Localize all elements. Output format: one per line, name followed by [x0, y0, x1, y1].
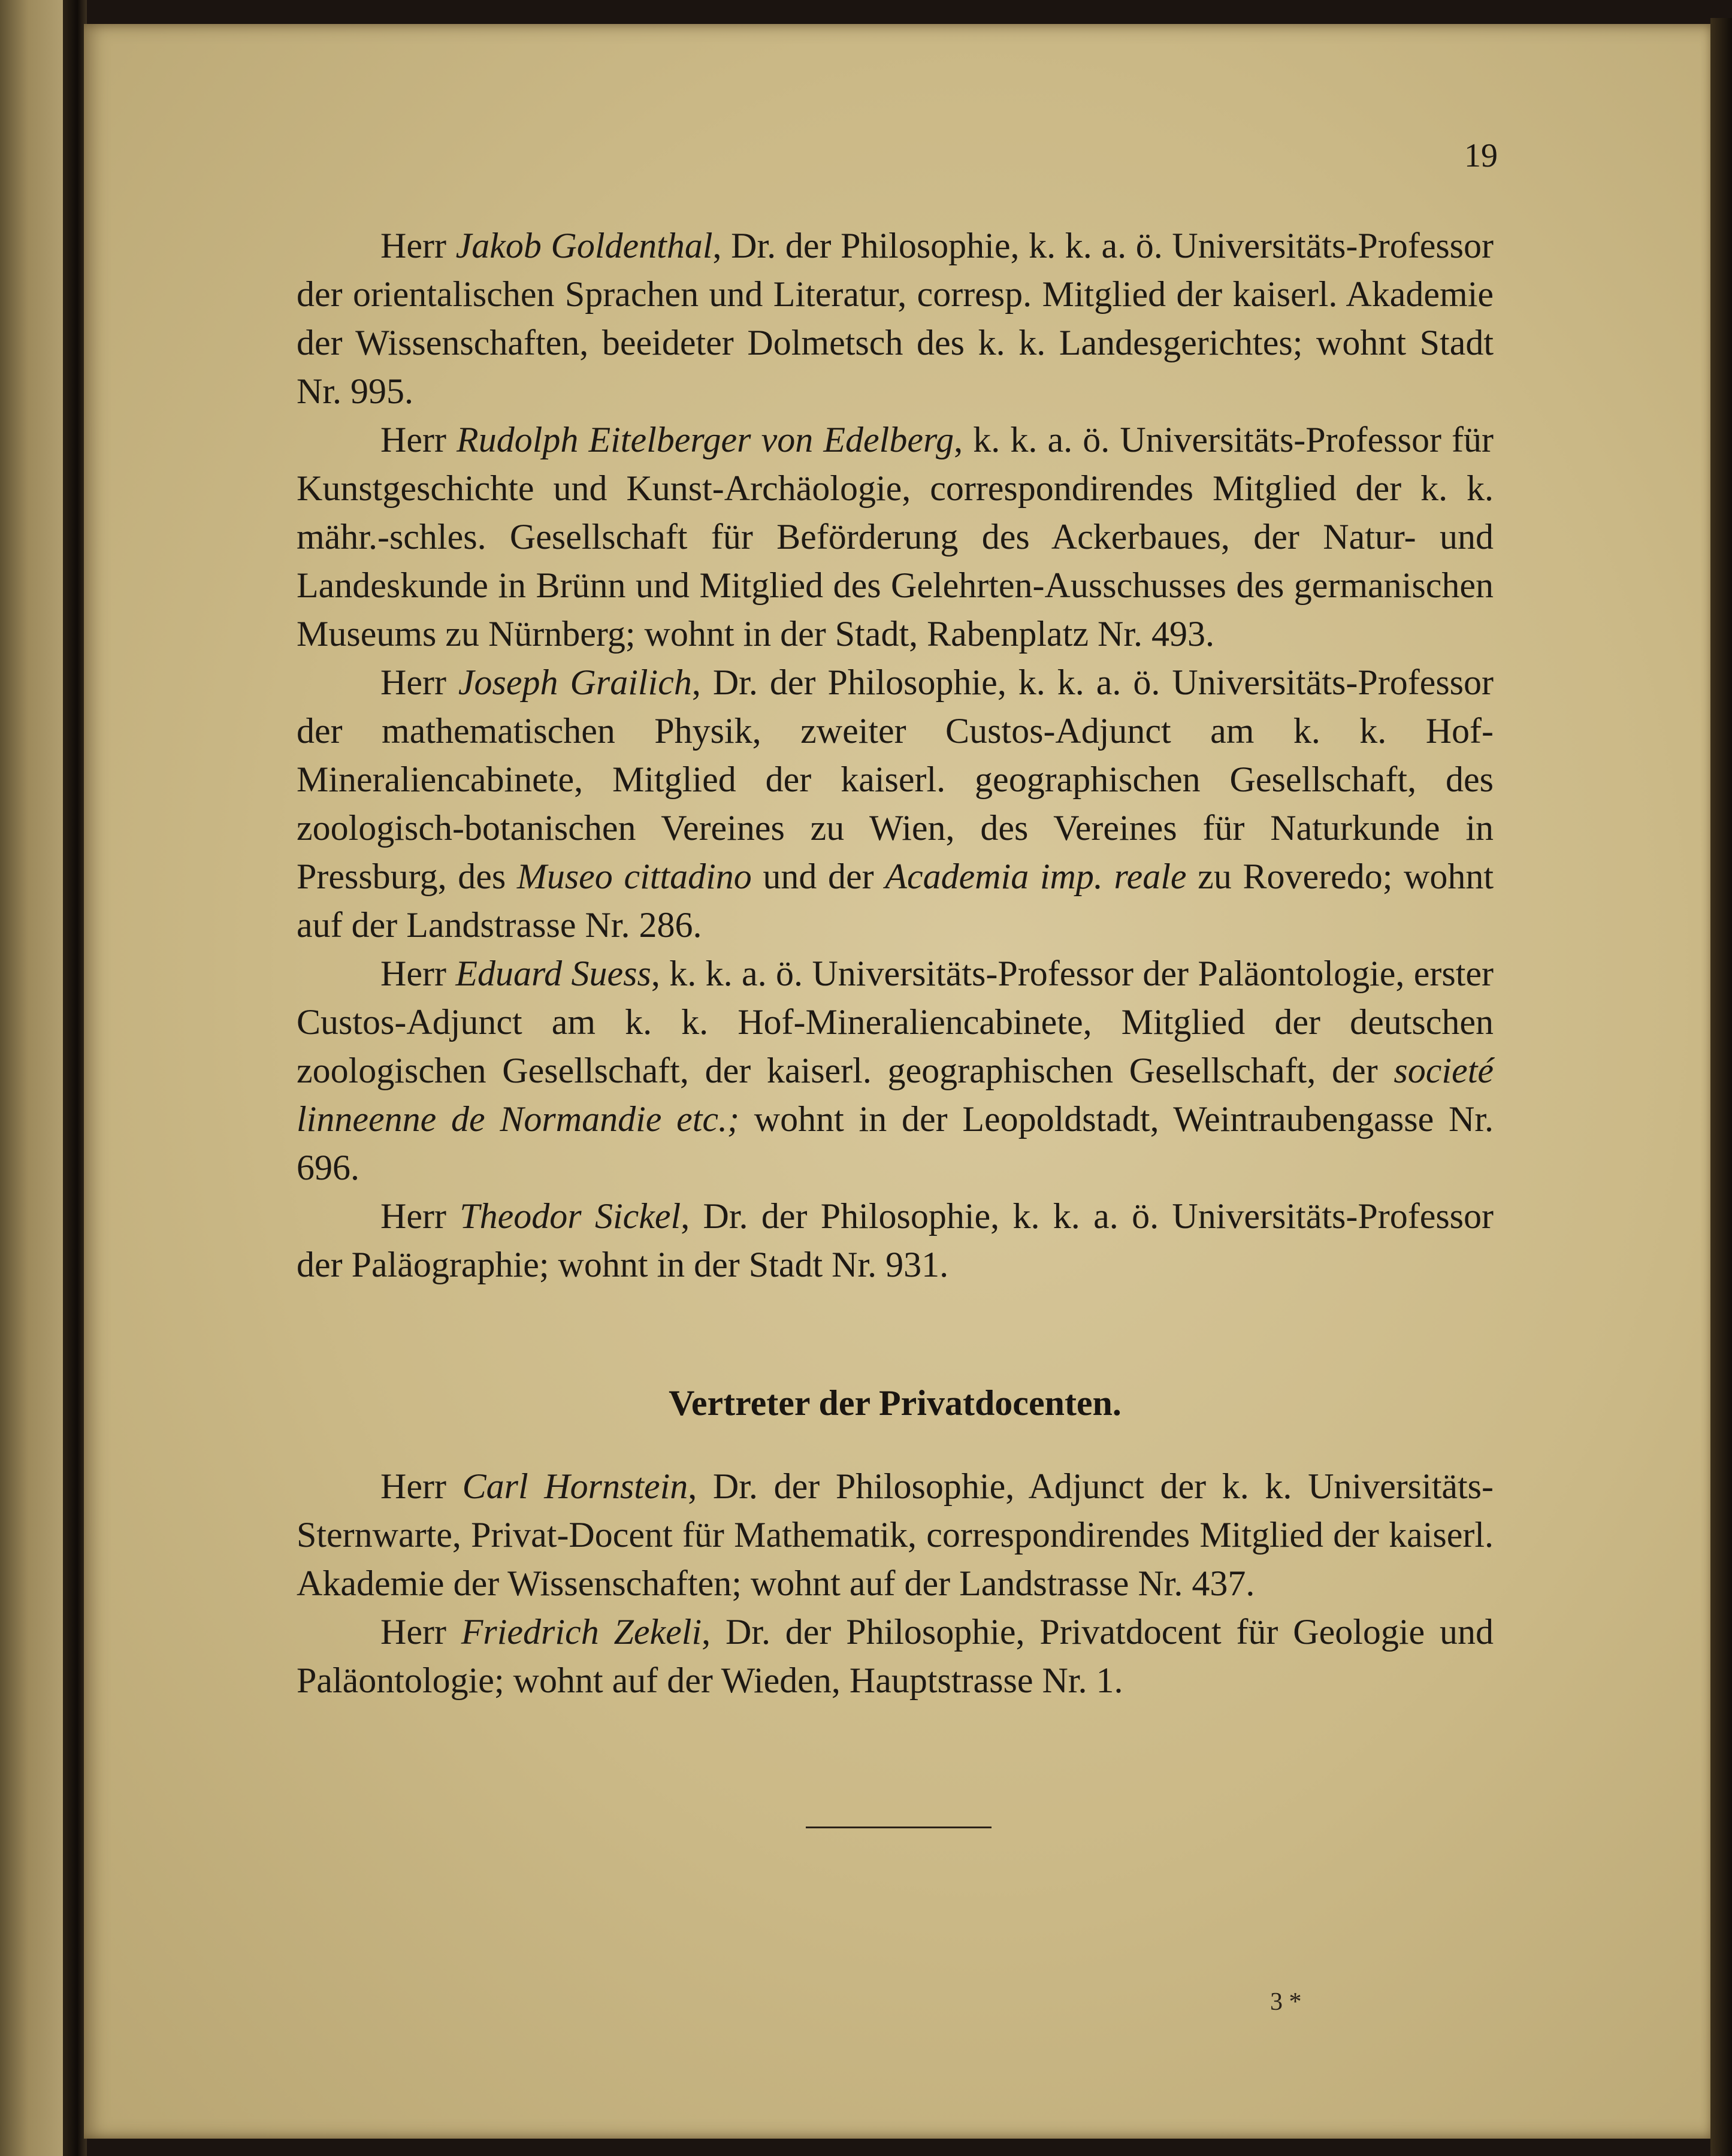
entry-text: , Dr. der Philosophie, k. k. a. ö. Universitäts-Professor der Paläographie; wohnt in der Stadt Nr. 931.	[297, 1196, 1494, 1284]
italic-institution: Museo cittadino	[516, 857, 752, 896]
section-heading: Vertreter der Privatdocenten.	[669, 1383, 1122, 1423]
entry-text: wohnt in der Leopoldstadt, Weintraubengasse Nr. 696.	[297, 1099, 1494, 1187]
italic-institution: Academia imp. reale	[885, 857, 1187, 896]
italic-institution: societé linneenne de Normandie etc.;	[297, 1051, 1494, 1139]
entry-text: , Dr. der Philosophie, k. k. a. ö. Universitäts-Professor der mathematischen Physik, zweiter Custos-Adjunct am k. k. Hof-Mineraliencabinete, Mitglied der kaiserl. geographischen Gesellschaft, des zoologisch-botanischen Vereines zu Wien, des Vereines für Naturkunde in Pressburg, des	[297, 663, 1494, 896]
entry-text: , Dr. der Philosophie, Adjunct der k. k. Universitäts-Sternwarte, Privat-Docent für Mathematik, correspondirendes Mitglied der kaiserl. Akademie der Wissenschaften; wohnt auf der Landstrasse Nr. 437.	[297, 1466, 1494, 1603]
entry-suess	[297, 950, 1494, 1192]
entry-prefix: Herr	[380, 663, 446, 702]
page-body	[297, 222, 1494, 1705]
entry-text: , Dr. der Philosophie, k. k. a. ö. Universitäts-Professor der orientalischen Sprachen und Literatur, corresp. Mitglied der kaiserl. Akademie der Wissenschaften, beeideter Dolmetsch des k. k. Landesgerichtes; wohnt Stadt Nr. 995.	[297, 226, 1494, 411]
entry-eitelberger	[297, 416, 1494, 658]
signature-mark: 3 *	[1270, 1988, 1302, 2016]
person-name: Theodor Sickel	[460, 1196, 681, 1236]
entry-prefix: Herr	[380, 420, 446, 459]
entry-text: und der	[751, 857, 885, 896]
entry-zekeli	[297, 1608, 1494, 1705]
person-name: Jakob Goldenthal	[455, 226, 713, 265]
person-name: Joseph Grailich	[458, 663, 692, 702]
entry-prefix: Herr	[380, 1466, 446, 1506]
entry-text: , k. k. a. ö. Universitäts-Professor der Paläontologie, erster Custos-Adjunct am k. k. Hof-Mineraliencabinete, Mitglied der deutschen zoologischen Gesellschaft, der kaiserl. geographischen Gesellschaft, der	[297, 954, 1494, 1090]
facing-page-edge	[0, 0, 63, 2156]
entry-hornstein	[297, 1462, 1494, 1608]
person-name: Friedrich Zekeli	[461, 1612, 702, 1652]
book-gutter	[63, 0, 87, 2156]
entry-text: zu Roveredo; wohnt auf der Landstrasse Nr. 286.	[297, 857, 1494, 945]
entry-sickel	[297, 1192, 1494, 1289]
person-name: Eduard Suess	[455, 954, 651, 993]
entry-prefix: Herr	[380, 1612, 446, 1652]
person-name: Carl Hornstein	[462, 1466, 688, 1506]
page-number: 19	[1464, 137, 1498, 174]
page-edge-shadow	[1710, 18, 1732, 2156]
entry-prefix: Herr	[380, 226, 446, 265]
end-rule	[806, 1827, 992, 1828]
entry-grailich	[297, 658, 1494, 950]
entry-text: , k. k. a. ö. Universitäts-Professor für Kunstgeschichte und Kunst-Archäologie, correspondirendes Mitglied der k. k. mähr.-schles. Gesellschaft für Beförderung des Ackerbaues, der Natur- und Landeskunde in Brünn und Mitglied des Gelehrten-Ausschusses des germanischen Museums zu Nürnberg; wohnt in der Stadt, Rabenplatz Nr. 493.	[297, 420, 1494, 654]
entry-prefix: Herr	[380, 954, 446, 993]
entry-text: , Dr. der Philosophie, Privatdocent für Geologie und Paläontologie; wohnt auf der Wieden, Hauptstrasse Nr. 1.	[297, 1612, 1494, 1700]
entry-prefix: Herr	[380, 1196, 446, 1236]
entry-goldenthal	[297, 222, 1494, 416]
person-name: Rudolph Eitelberger von Edelberg	[457, 420, 954, 459]
